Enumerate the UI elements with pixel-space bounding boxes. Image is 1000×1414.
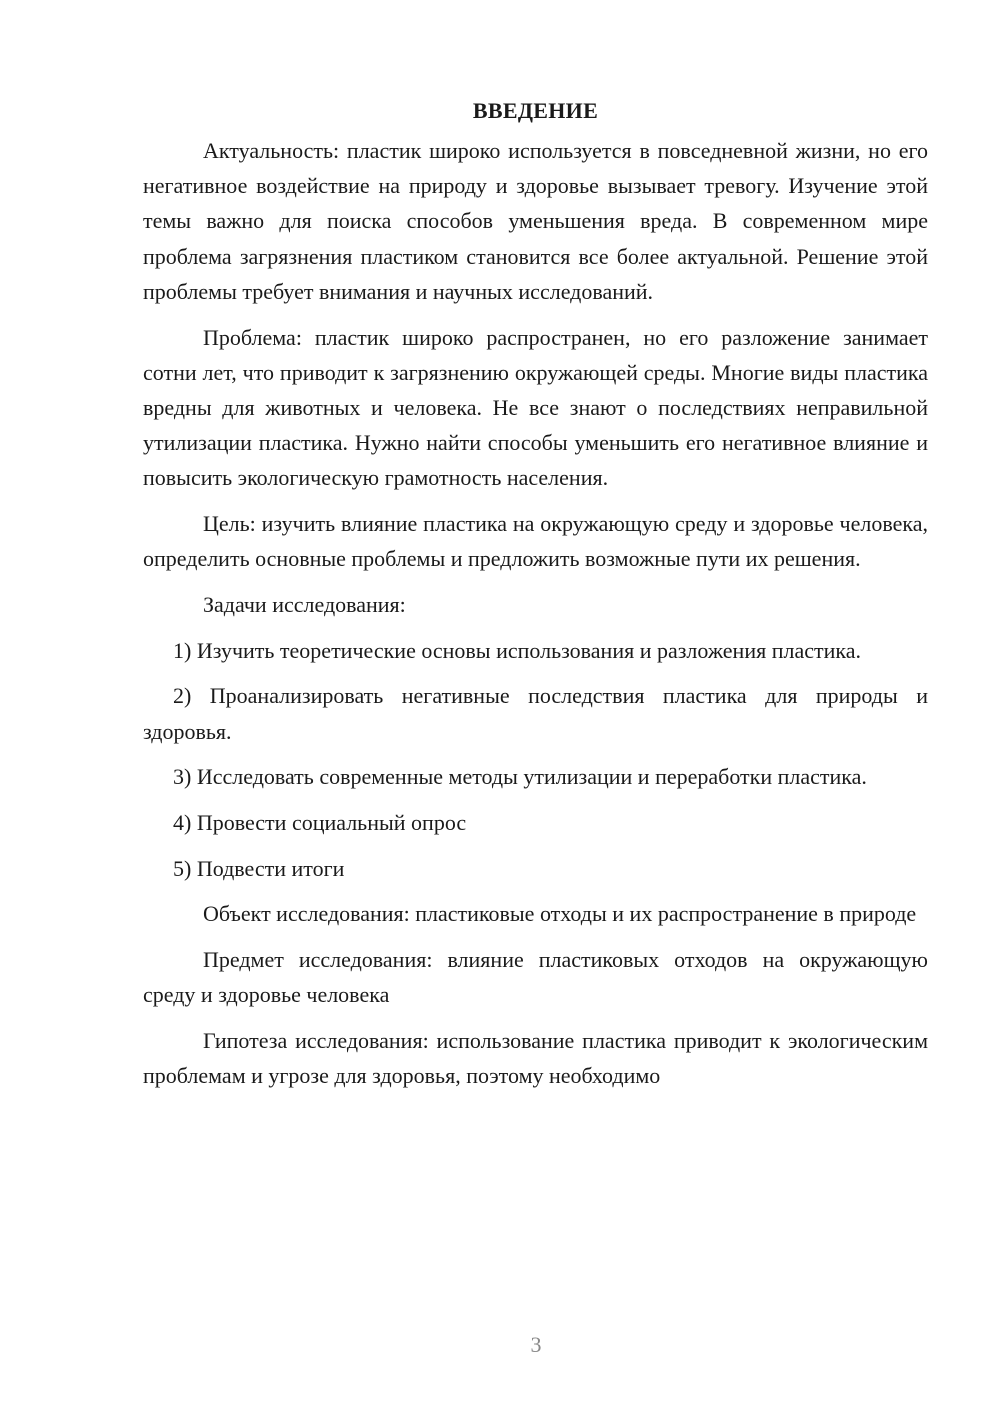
tasks-title: Задачи исследования: bbox=[203, 591, 406, 617]
subject-paragraph: Предмет исследования: влияние пластиковых отходов на окружающую среду и здоровье человека bbox=[143, 947, 928, 1008]
task-item-4: 4) Провести социальный опрос bbox=[173, 809, 467, 835]
relevance-paragraph: Актуальность: пластик широко используется в повседневной жизни, но его негативное воздействие на природу и здоровье вызывает тревогу. Изучение этой темы важно для поиска способов уменьшения вреда. В современном мире проблема загрязнения пластиком становится все более актуальной. Решение этой проблемы требует внимания и научных исследований. bbox=[143, 138, 928, 304]
problem-paragraph: Проблема: пластик широко распространен, но его разложение занимает сотни лет, что приводит к загрязнению окружающей среды. Многие виды пластика вредны для животных и человека. Не все знают о последствиях неправильной утилизации пластика. Нужно найти способы уменьшить его негативное влияние и повысить экологическую грамотность населения. bbox=[143, 324, 928, 491]
document-page bbox=[143, 95, 928, 1104]
task-item-1: 1) Изучить теоретические основы использования и разложения пластика. bbox=[173, 637, 861, 663]
goal-paragraph: Цель: изучить влияние пластика на окружающую среду и здоровье человека, определить основные проблемы и предложить возможные пути их решения. bbox=[143, 511, 928, 572]
page-number: 3 bbox=[530, 1332, 542, 1357]
section-heading: ВВЕДЕНИЕ bbox=[472, 98, 599, 123]
object-paragraph: Объект исследования: пластиковые отходы и их распространение в природе bbox=[203, 901, 917, 927]
task-item-2: 2) Проанализировать негативные последствия пластика для природы и здоровья. bbox=[143, 683, 928, 744]
task-item-3: 3) Исследовать современные методы утилизации и переработки пластика. bbox=[173, 764, 867, 790]
task-item-5: 5) Подвести итоги bbox=[173, 855, 345, 881]
hypothesis-paragraph: Гипотеза исследования: использование пластика приводит к экологическим проблемам и угрозе для здоровья, поэтому необходимо bbox=[143, 1027, 928, 1089]
